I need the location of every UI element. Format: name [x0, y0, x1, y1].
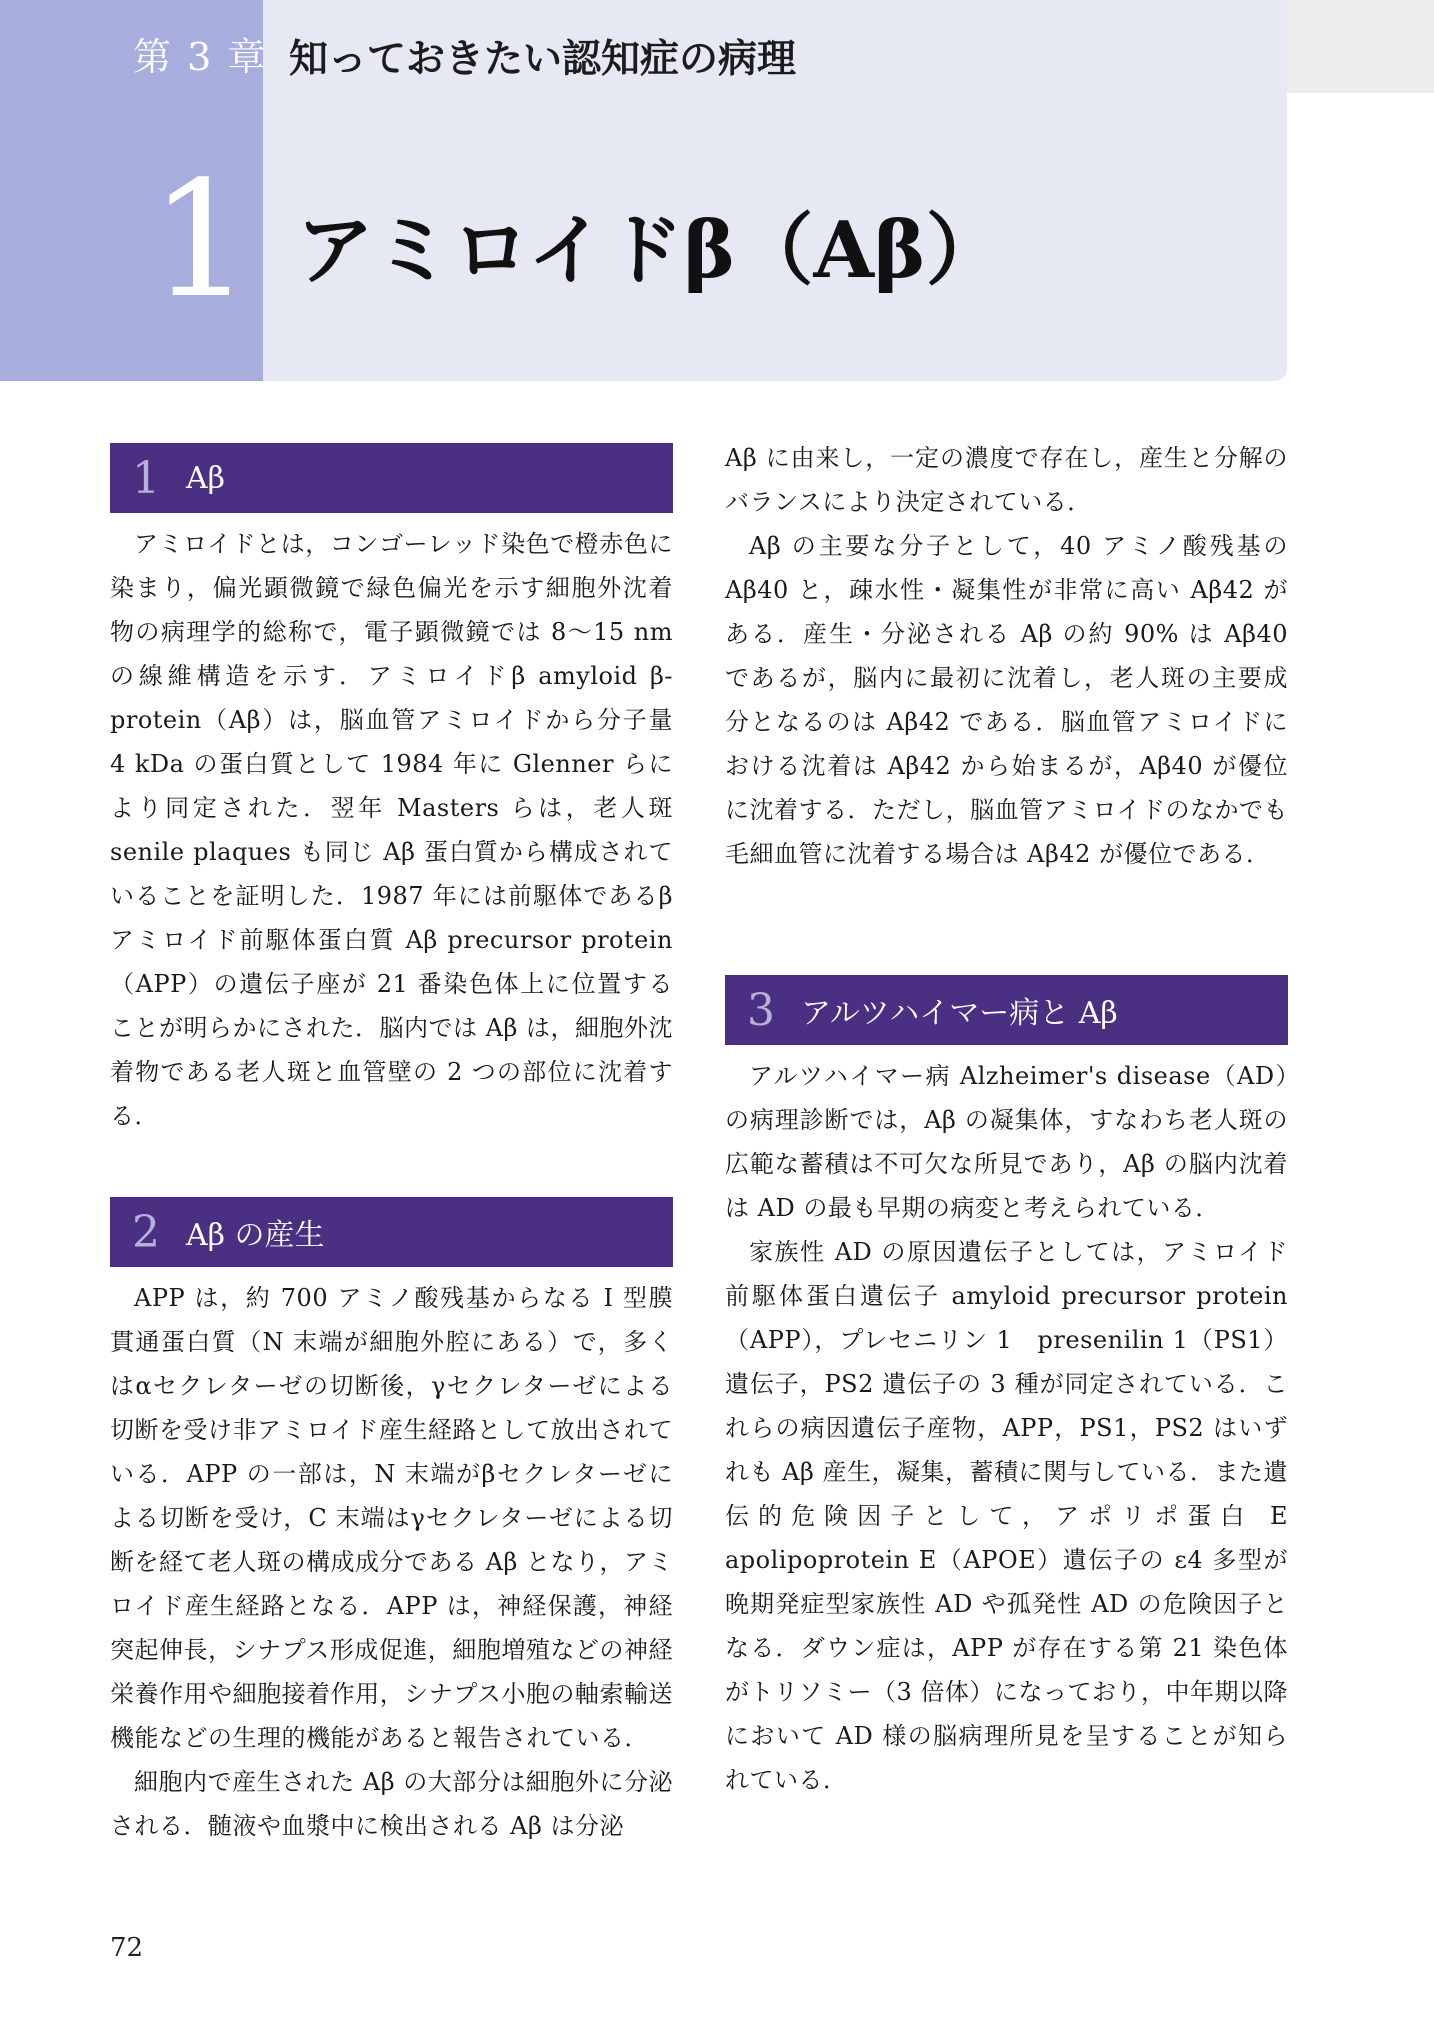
paragraph: Aβ の主要な分子として，40 アミノ酸残基の Aβ40 と，疎水性・凝集性が非常に高い Aβ42 がある．産生・分泌される Aβ の約 90% は Aβ40 であるが，脳内に最初に沈着し，老人斑の主要成分となるのは Aβ42 である．脳血管アミロイドにおける沈着は Aβ42 から始まるが，Aβ40 が優位に沈着する．ただし，脳血管アミロイドのなかでも毛細血管に沈着する場合は Aβ42 が優位である．: [725, 532, 1288, 868]
section-1-header: [110, 443, 673, 513]
page-number: 72: [110, 1933, 144, 1963]
section-2-header: [110, 1197, 673, 1267]
chapter-title: 知っておきたい認知症の病理: [289, 37, 797, 82]
section-number: 3: [747, 984, 775, 1036]
paragraph: 家族性 AD の原因遺伝子としては，アミロイド前駆体蛋白遺伝子 amyloid precursor protein（APP），プレセニリン 1 presenilin 1（PS1）遺伝子，PS2 遺伝子の 3 種が同定されている．これらの病因遺伝子産物，APP，PS1，PS2 はいずれも Aβ 産生，凝集，蓄積に関与している．また遺伝的危険因子として，アポリポ蛋白 E apolipoprotein E（APOE）遺伝子の ε4 多型が晩期発症型家族性 AD や孤発性 AD の危険因子となる．ダウン症は，APP が存在する第 21 染色体がトリソミー（3 倍体）になっており，中年期以降において AD 様の脳病理所見を呈することが知られている．: [725, 1238, 1313, 1794]
section-number: 1: [132, 452, 160, 504]
paragraph: 細胞内で産生された Aβ の大部分は細胞外に分泌される．髄液や血漿中に検出される Aβ は分泌: [110, 1768, 673, 1840]
section-3-header: [725, 975, 1288, 1045]
section-3-body: [725, 1054, 1313, 1802]
title-number: 1: [150, 146, 252, 333]
paragraph: アミロイドとは，コンゴーレッド染色で橙赤色に染まり，偏光顕微鏡で緑色偏光を示す細胞外沈着物の病理学的総称で，電子顕微鏡では 8〜15 nm の線維構造を示す．アミロイドβ amyloid β-protein（Aβ）は，脳血管アミロイドから分子量 4 kDa の蛋白質として 1984 年に Glenner らにより同定された．翌年 Masters らは，老人斑 senile plaques も同じ Aβ 蛋白質から構成されていることを証明した．1987 年には前駆体であるβアミロイド前駆体蛋白質 Aβ precursor protein（APP）の遺伝子座が 21 番染色体上に位置することが明らかにされた．脳内では Aβ は，細胞外沈着物である老人斑と血管壁の 2 つの部位に沈着する．: [110, 530, 673, 1130]
paragraph: Aβ に由来し，一定の濃度で存在し，産生と分解のバランスにより決定されている．: [725, 444, 1288, 516]
section-heading: アルツハイマー病と Aβ: [801, 996, 1118, 1031]
header-edge-tab: [1287, 0, 1434, 93]
section-1-body: [110, 522, 673, 1138]
section-heading: Aβ の産生: [186, 1218, 325, 1253]
section-2-body: [110, 1276, 673, 1848]
chapter-label: 第 3 章: [133, 35, 268, 79]
section-heading: Aβ: [186, 460, 226, 496]
section-number: 2: [132, 1206, 160, 1258]
paragraph: アルツハイマー病 Alzheimer's disease（AD）の病理診断では，Aβ の凝集体，すなわち老人斑の広範な蓄積は不可欠な所見であり，Aβ の脳内沈着は AD の最も早期の病変と考えられている．: [725, 1062, 1288, 1222]
page-title: アミロイドβ（Aβ）: [296, 205, 1004, 296]
paragraph: APP は，約 700 アミノ酸残基からなる I 型膜貫通蛋白質（N 末端が細胞外腔にある）で，多くはαセクレターゼの切断後，γセクレターゼによる切断を受け非アミロイド産生経路として放出されている．APP の一部は，N 末端がβセクレターゼによる切断を受け，C 末端はγセクレターゼによる切断を経て老人斑の構成成分である Aβ となり，アミロイド産生経路となる．APP は，神経保護，神経突起伸長，シナプス形成促進，細胞増殖などの神経栄養作用や細胞接着作用，シナプス小胞の軸索輸送機能などの生理的機能があると報告されている．: [110, 1284, 673, 1752]
section-2-continuation: [725, 436, 1288, 876]
